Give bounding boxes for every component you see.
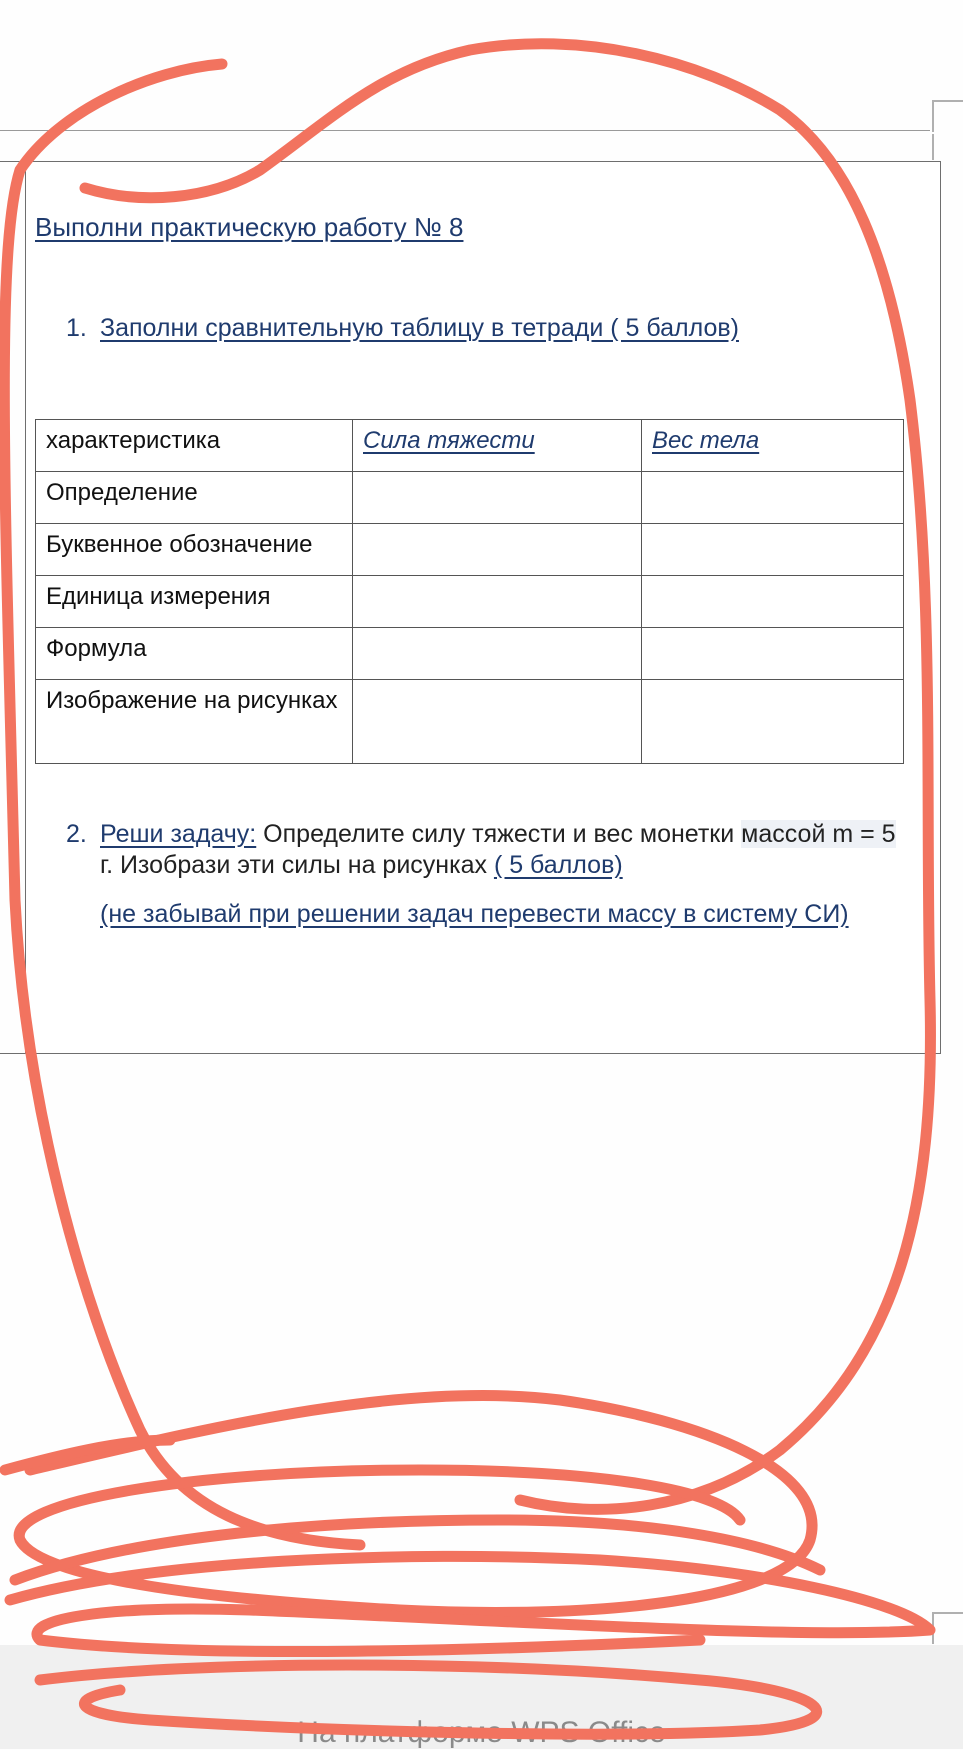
ruler-line-top <box>0 130 930 131</box>
table-cell[interactable]: Формула <box>36 628 353 680</box>
table-header-cell[interactable]: Сила тяжести <box>353 420 642 472</box>
task-2-note-text[interactable]: (не забывай при решении задач перевести массу в систему СИ) <box>100 900 849 928</box>
corner-mark-bottom-right <box>932 1612 963 1644</box>
table-header-cell[interactable]: Вес тела <box>642 420 904 472</box>
table-cell[interactable] <box>353 680 642 764</box>
table-row <box>36 628 904 680</box>
table-cell[interactable] <box>642 680 904 764</box>
task-2-points[interactable]: ( 5 баллов) <box>493 851 623 879</box>
task-2-line-2 <box>100 851 623 880</box>
table-cell[interactable] <box>353 472 642 524</box>
page-heading[interactable]: Выполни практическую работу № 8 <box>35 212 464 242</box>
page-left-edge <box>0 161 25 1054</box>
table-cell[interactable] <box>642 628 904 680</box>
task-2-text: Определите силу тяжести и вес монетки <box>256 820 742 848</box>
task-2-label[interactable]: Реши задачу: <box>100 820 257 848</box>
corner-mark-top-right <box>932 100 963 132</box>
task-2-number: 2. <box>66 820 87 848</box>
task-2-mass: массой m = 5 <box>741 820 896 848</box>
table-cell[interactable]: Буквенное обозначение <box>36 524 353 576</box>
table-cell[interactable] <box>642 472 904 524</box>
scribble-stroke <box>15 1520 820 1580</box>
scribble-stroke <box>10 1556 930 1651</box>
table-header-cell[interactable]: характеристика <box>36 420 353 472</box>
table-cell[interactable] <box>353 524 642 576</box>
table-cell[interactable] <box>353 628 642 680</box>
footer-platform-label: На платформе WPS Office <box>297 1716 666 1749</box>
table-cell[interactable]: Определение <box>36 472 353 524</box>
table-cell[interactable] <box>353 576 642 628</box>
table-cell[interactable]: Единица измерения <box>36 576 353 628</box>
table-row <box>36 576 904 628</box>
table-cell[interactable] <box>642 524 904 576</box>
scribble-stroke <box>19 1395 812 1612</box>
task-2-line-2-text: г. Изобрази эти силы на рисунках <box>100 851 494 879</box>
task-1-number: 1. <box>66 314 87 342</box>
table-row <box>36 680 904 764</box>
task-1 <box>66 314 739 343</box>
task-2-note <box>100 900 849 929</box>
scribble-stroke <box>5 1440 170 1470</box>
task-1-text[interactable]: Заполни сравнительную таблицу в тетради ( 5 баллов) <box>100 314 739 342</box>
table-cell[interactable]: Изображение на рисунках <box>36 680 353 764</box>
task-2 <box>66 818 926 851</box>
table-row <box>36 524 904 576</box>
table-cell[interactable] <box>642 576 904 628</box>
comparison-table <box>35 419 904 764</box>
table-row <box>36 472 904 524</box>
corner-mark-top-right-lower <box>932 134 963 160</box>
table-header-row <box>36 420 904 472</box>
